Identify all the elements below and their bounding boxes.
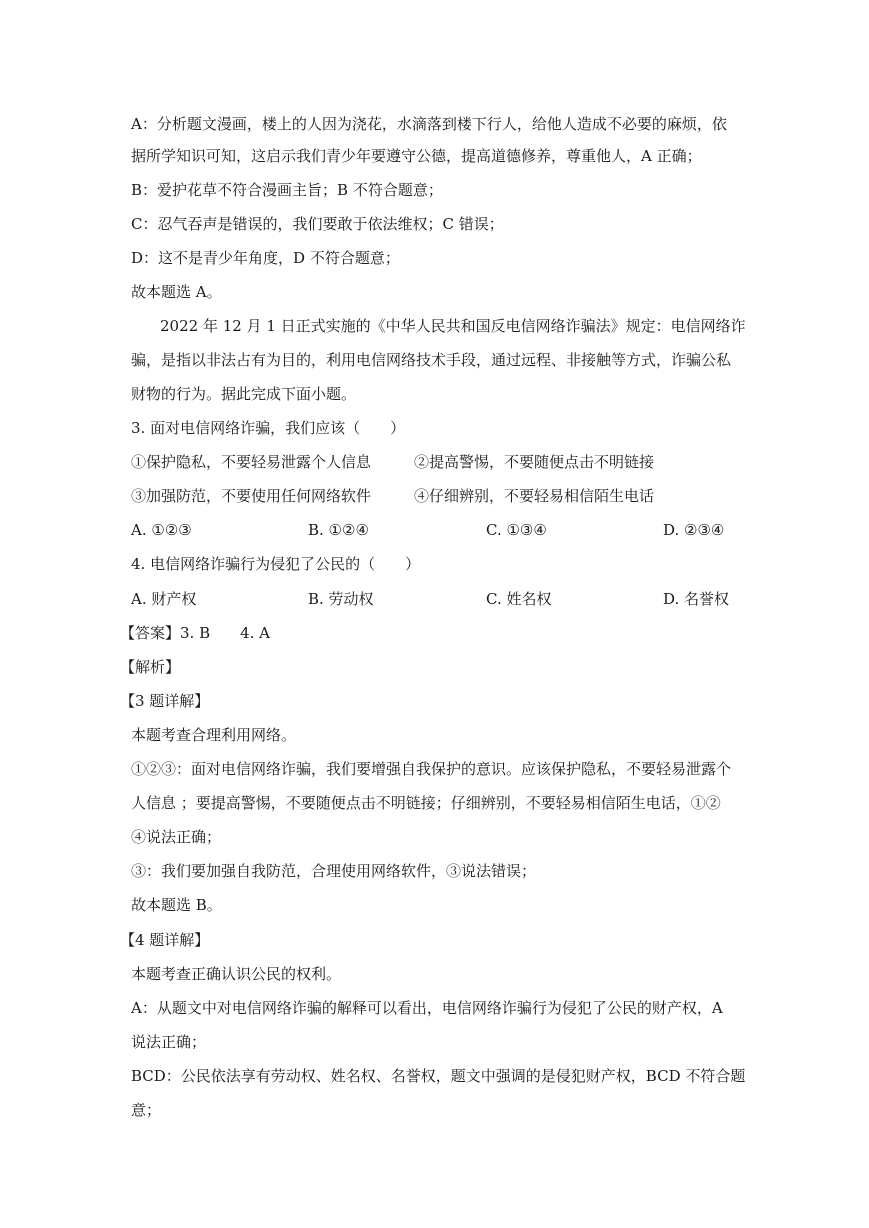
q4-option-d: D. 名誉权 [663,590,730,608]
passage-line-2: 骗，是指以非法占有为目的，利用电信网络技术手段，通过远程、非接触等方式，诈骗公私 [131,351,732,369]
passage-line-1: 2022 年 12 月 1 日正式实施的《中华人民共和国反电信网络诈骗法》规定：电信网络诈 [160,317,746,335]
q3-option-c: C. ①③④ [486,521,547,539]
analysis-d-line: D：这不是青少年角度，D 不符合题意； [131,249,400,267]
analysis-a-line-1: A：分析题文漫画，楼上的人因为浇花，水滴落到楼下行人，给他人造成不必要的麻烦，依 [131,115,727,133]
q3-detail-line-2: 人信息 ；要提高警惕，不要随便点击不明链接；仔细辨别，不要轻易相信陌生电话，①② [131,794,721,812]
q3-detail-heading: 【3 题详解】 [120,692,210,710]
q3-statement-3: ③加强防范，不要使用任何网络软件 [131,487,372,505]
q3-option-a: A. ①②③ [131,521,192,539]
q4-option-b: B. 劳动权 [308,590,374,608]
q3-option-d: D. ②③④ [663,521,725,539]
q3-statement-1: ①保护隐私，不要轻易泄露个人信息 [131,453,372,471]
q4-detail-line-2: 说法正确； [131,1033,207,1051]
q3-statement-2: ②提高警惕，不要随便点击不明链接 [414,453,655,471]
question-3-stem: 3. 面对电信网络诈骗，我们应该（ ） [131,419,406,437]
q4-detail-line-1: A：从题文中对电信网络诈骗的解释可以看出，电信网络诈骗行为侵犯了公民的财产权，A [131,999,723,1017]
q4-detail-heading: 【4 题详解】 [120,931,210,949]
analysis-a-line-2: 据所学知识可知，这启示我们青少年要遵守公德，提高道德修养，尊重他人，A 正确； [131,147,702,165]
q3-option-b: B. ①②④ [308,521,369,539]
q3-detail-line-3: ④说法正确； [131,828,222,846]
analysis-heading: 【解析】 [120,658,181,676]
q3-detail-line-1: ①②③：面对电信网络诈骗，我们要增强自我保护的意识。应该保护隐私，不要轻易泄露个 [131,760,732,778]
analysis-c-line: C：忍气吞声是错误的，我们要敢于依法维权；C 错误； [131,215,504,233]
analysis-b-line: B：爱护花草不符合漫画主旨；B 不符合题意； [131,181,443,199]
q4-detail-topic: 本题考查正确认识公民的权利。 [131,965,342,983]
q3-statement-4: ④仔细辨别，不要轻易相信陌生电话 [414,487,655,505]
q4-detail-line-3: BCD：公民依法享有劳动权、姓名权、名誉权，题文中强调的是侵犯财产权，BCD 不符合题 [131,1067,746,1085]
q3-detail-topic: 本题考查合理利用网络。 [131,726,297,744]
q4-option-c: C. 姓名权 [486,590,552,608]
answer-line: 【答案】3. B 4. A [120,624,271,642]
q3-detail-line-4: ③：我们要加强自我防范，合理使用网络软件，③说法错误； [131,862,537,880]
q4-option-a: A. 财产权 [131,590,197,608]
q4-detail-line-4: 意； [131,1101,162,1119]
passage-line-3: 财物的行为。据此完成下面小题。 [131,385,357,403]
q3-conclusion: 故本题选 B。 [131,896,222,914]
conclusion-line: 故本题选 A。 [131,283,222,301]
question-4-stem: 4. 电信网络诈骗行为侵犯了公民的（ ） [131,555,421,573]
